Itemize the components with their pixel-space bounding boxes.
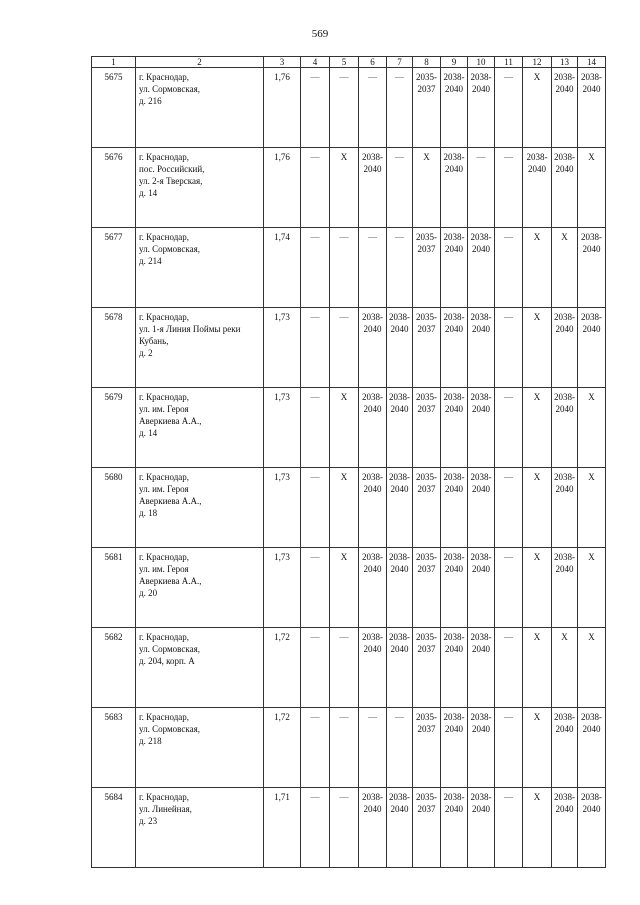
- cell-c10: 2038- 2040: [468, 68, 495, 148]
- column-header: 3: [264, 57, 301, 68]
- cell-c8: 2035- 2037: [413, 388, 441, 468]
- cell-c13: 2038- 2040: [552, 308, 578, 388]
- cell-c12: 2038- 2040: [523, 148, 552, 228]
- cell-c8: 2035- 2037: [413, 468, 441, 548]
- row-number: 5683: [92, 708, 136, 788]
- column-header: 8: [413, 57, 441, 68]
- cell-c3: 1,73: [264, 468, 301, 548]
- address-cell: г. Краснодар, ул. им. Героя Аверкиева А.А., д. 20: [136, 548, 264, 628]
- cell-c12: X: [523, 788, 552, 868]
- address-cell: г. Краснодар, ул. Сормовская, д. 218: [136, 708, 264, 788]
- cell-c5: —: [330, 68, 359, 148]
- cell-c3: 1,76: [264, 148, 301, 228]
- cell-c3: 1,76: [264, 68, 301, 148]
- cell-c14: 2038- 2040: [578, 308, 606, 388]
- row-number: 5675: [92, 68, 136, 148]
- table-row: [92, 548, 606, 628]
- address-cell: г. Краснодар, ул. Сормовская, д. 216: [136, 68, 264, 148]
- cell-c12: X: [523, 228, 552, 308]
- cell-c7: 2038- 2040: [387, 468, 413, 548]
- cell-c9: 2038- 2040: [441, 388, 468, 468]
- cell-c5: —: [330, 628, 359, 708]
- cell-c4: —: [301, 148, 330, 228]
- cell-c7: —: [387, 708, 413, 788]
- cell-c11: —: [495, 228, 523, 308]
- cell-c8: 2035- 2037: [413, 68, 441, 148]
- column-header: 7: [387, 57, 413, 68]
- cell-c14: 2038- 2040: [578, 788, 606, 868]
- table-row: [92, 788, 606, 868]
- cell-c4: —: [301, 628, 330, 708]
- cell-c3: 1,71: [264, 788, 301, 868]
- cell-c10: —: [468, 148, 495, 228]
- table-row: [92, 628, 606, 708]
- cell-c4: —: [301, 548, 330, 628]
- cell-c11: —: [495, 548, 523, 628]
- cell-c9: 2038- 2040: [441, 468, 468, 548]
- address-cell: г. Краснодар, ул. Линейная, д. 23: [136, 788, 264, 868]
- cell-c14: 2038- 2040: [578, 228, 606, 308]
- cell-c6: 2038- 2040: [359, 788, 387, 868]
- cell-c6: —: [359, 68, 387, 148]
- cell-c6: —: [359, 228, 387, 308]
- cell-c4: —: [301, 308, 330, 388]
- cell-c7: 2038- 2040: [387, 308, 413, 388]
- cell-c4: —: [301, 388, 330, 468]
- cell-c7: 2038- 2040: [387, 788, 413, 868]
- cell-c7: —: [387, 228, 413, 308]
- table-row: [92, 148, 606, 228]
- cell-c10: 2038- 2040: [468, 548, 495, 628]
- cell-c5: —: [330, 788, 359, 868]
- row-number: 5681: [92, 548, 136, 628]
- cell-c6: —: [359, 708, 387, 788]
- cell-c12: X: [523, 628, 552, 708]
- cell-c10: 2038- 2040: [468, 388, 495, 468]
- cell-c14: 2038- 2040: [578, 708, 606, 788]
- cell-c13: 2038- 2040: [552, 468, 578, 548]
- address-cell: г. Краснодар, ул. Сормовская, д. 214: [136, 228, 264, 308]
- cell-c12: X: [523, 388, 552, 468]
- cell-c6: 2038- 2040: [359, 148, 387, 228]
- cell-c10: 2038- 2040: [468, 708, 495, 788]
- cell-c11: —: [495, 308, 523, 388]
- cell-c13: 2038- 2040: [552, 548, 578, 628]
- cell-c4: —: [301, 68, 330, 148]
- cell-c10: 2038- 2040: [468, 228, 495, 308]
- cell-c10: 2038- 2040: [468, 468, 495, 548]
- cell-c3: 1,72: [264, 708, 301, 788]
- cell-c12: X: [523, 308, 552, 388]
- cell-c9: 2038- 2040: [441, 68, 468, 148]
- cell-c14: X: [578, 388, 606, 468]
- cell-c11: —: [495, 628, 523, 708]
- column-header: 10: [468, 57, 495, 68]
- cell-c9: 2038- 2040: [441, 308, 468, 388]
- cell-c13: 2038- 2040: [552, 708, 578, 788]
- cell-c8: 2035- 2037: [413, 548, 441, 628]
- cell-c8: 2035- 2037: [413, 628, 441, 708]
- cell-c9: 2038- 2040: [441, 708, 468, 788]
- cell-c13: 2038- 2040: [552, 788, 578, 868]
- cell-c8: 2035- 2037: [413, 228, 441, 308]
- address-cell: г. Краснодар, ул. им. Героя Аверкиева А.А., д. 18: [136, 468, 264, 548]
- column-header: 4: [301, 57, 330, 68]
- cell-c7: 2038- 2040: [387, 388, 413, 468]
- cell-c5: —: [330, 308, 359, 388]
- cell-c8: 2035- 2037: [413, 708, 441, 788]
- cell-c5: —: [330, 708, 359, 788]
- cell-c14: X: [578, 628, 606, 708]
- cell-c9: 2038- 2040: [441, 788, 468, 868]
- row-number: 5676: [92, 148, 136, 228]
- cell-c8: X: [413, 148, 441, 228]
- cell-c12: X: [523, 468, 552, 548]
- cell-c10: 2038- 2040: [468, 788, 495, 868]
- column-header: 6: [359, 57, 387, 68]
- column-header: 1: [92, 57, 136, 68]
- column-header: 12: [523, 57, 552, 68]
- cell-c12: X: [523, 548, 552, 628]
- column-header: 5: [330, 57, 359, 68]
- table-row: [92, 388, 606, 468]
- row-number: 5684: [92, 788, 136, 868]
- cell-c11: —: [495, 708, 523, 788]
- table-row: [92, 68, 606, 148]
- cell-c3: 1,73: [264, 308, 301, 388]
- cell-c6: 2038- 2040: [359, 548, 387, 628]
- data-table: [91, 56, 606, 868]
- row-number: 5682: [92, 628, 136, 708]
- cell-c5: X: [330, 388, 359, 468]
- cell-c4: —: [301, 708, 330, 788]
- address-cell: г. Краснодар, пос. Российский, ул. 2-я Тверская, д. 14: [136, 148, 264, 228]
- cell-c11: —: [495, 388, 523, 468]
- cell-c14: 2038- 2040: [578, 68, 606, 148]
- cell-c13: 2038- 2040: [552, 68, 578, 148]
- cell-c9: 2038- 2040: [441, 228, 468, 308]
- address-cell: г. Краснодар, ул. 1-я Линия Поймы реки Кубань, д. 2: [136, 308, 264, 388]
- row-number: 5679: [92, 388, 136, 468]
- cell-c3: 1,73: [264, 388, 301, 468]
- cell-c4: —: [301, 788, 330, 868]
- cell-c13: 2038- 2040: [552, 388, 578, 468]
- row-number: 5678: [92, 308, 136, 388]
- address-cell: г. Краснодар, ул. им. Героя Аверкиева А.А., д. 14: [136, 388, 264, 468]
- cell-c13: X: [552, 228, 578, 308]
- cell-c11: —: [495, 68, 523, 148]
- cell-c8: 2035- 2037: [413, 308, 441, 388]
- cell-c14: X: [578, 548, 606, 628]
- cell-c11: —: [495, 148, 523, 228]
- cell-c8: 2035- 2037: [413, 788, 441, 868]
- cell-c4: —: [301, 468, 330, 548]
- cell-c5: X: [330, 548, 359, 628]
- row-number: 5677: [92, 228, 136, 308]
- page-number: 569: [311, 28, 329, 40]
- cell-c13: 2038- 2040: [552, 148, 578, 228]
- cell-c6: 2038- 2040: [359, 628, 387, 708]
- table-row: [92, 708, 606, 788]
- address-cell: г. Краснодар, ул. Сормовская, д. 204, корп. А: [136, 628, 264, 708]
- cell-c10: 2038- 2040: [468, 308, 495, 388]
- cell-c11: —: [495, 788, 523, 868]
- cell-c11: —: [495, 468, 523, 548]
- cell-c7: 2038- 2040: [387, 628, 413, 708]
- cell-c12: X: [523, 68, 552, 148]
- column-header: 11: [495, 57, 523, 68]
- cell-c3: 1,72: [264, 628, 301, 708]
- cell-c13: X: [552, 628, 578, 708]
- table-row: [92, 308, 606, 388]
- cell-c7: —: [387, 68, 413, 148]
- cell-c9: 2038- 2040: [441, 148, 468, 228]
- cell-c5: X: [330, 468, 359, 548]
- cell-c3: 1,74: [264, 228, 301, 308]
- table-row: [92, 468, 606, 548]
- cell-c14: X: [578, 148, 606, 228]
- table-row: [92, 228, 606, 308]
- cell-c9: 2038- 2040: [441, 548, 468, 628]
- cell-c14: X: [578, 468, 606, 548]
- column-header: 9: [441, 57, 468, 68]
- cell-c5: —: [330, 228, 359, 308]
- cell-c6: 2038- 2040: [359, 388, 387, 468]
- cell-c3: 1,73: [264, 548, 301, 628]
- cell-c12: X: [523, 708, 552, 788]
- cell-c5: X: [330, 148, 359, 228]
- row-number: 5680: [92, 468, 136, 548]
- column-header: 2: [136, 57, 264, 68]
- header-row: [92, 57, 606, 68]
- cell-c6: 2038- 2040: [359, 468, 387, 548]
- cell-c7: 2038- 2040: [387, 548, 413, 628]
- cell-c4: —: [301, 228, 330, 308]
- column-header: 14: [578, 57, 606, 68]
- cell-c10: 2038- 2040: [468, 628, 495, 708]
- column-header: 13: [552, 57, 578, 68]
- cell-c9: 2038- 2040: [441, 628, 468, 708]
- cell-c6: 2038- 2040: [359, 308, 387, 388]
- cell-c7: —: [387, 148, 413, 228]
